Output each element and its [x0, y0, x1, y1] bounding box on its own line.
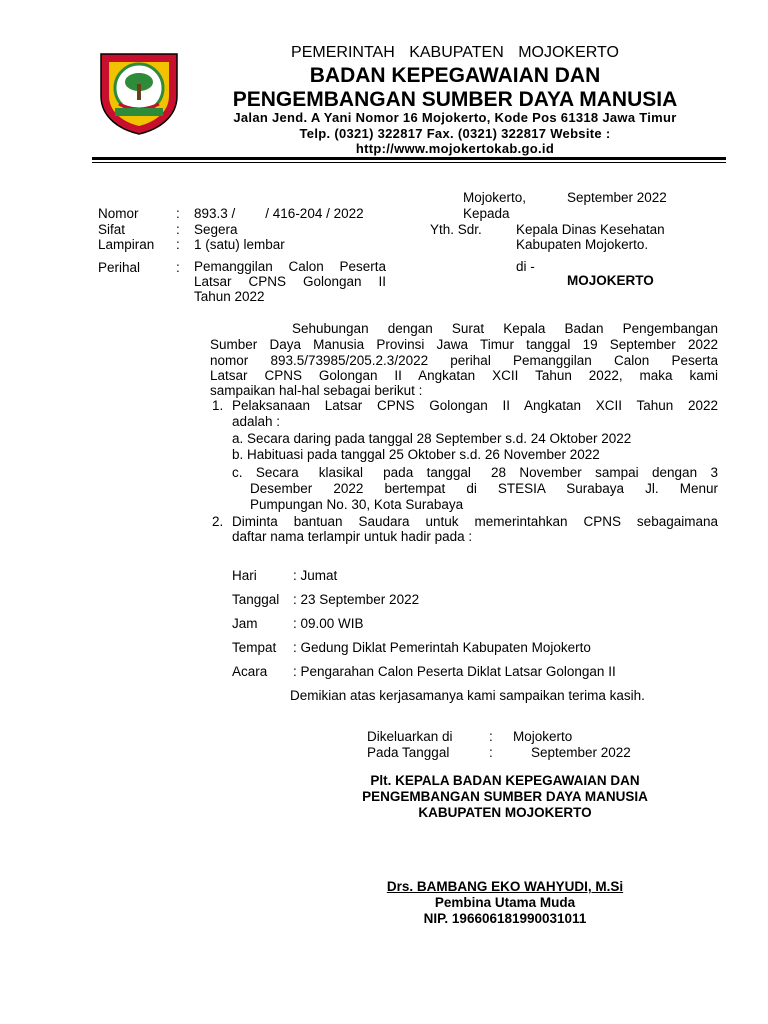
- schedule-value: : 23 September 2022: [293, 592, 420, 607]
- di-label: di -: [516, 259, 535, 274]
- lampiran-label: Lampiran: [98, 237, 155, 252]
- sifat-value: Segera: [194, 222, 238, 237]
- lampiran-value: 1 (satu) lembar: [194, 237, 285, 252]
- issued-place-label: Dikeluarkan di: [367, 729, 453, 744]
- header-government: PEMERINTAH KABUPATEN MOJOKERTO: [291, 44, 619, 61]
- colon: :: [176, 260, 180, 275]
- issued-date-label: Pada Tanggal: [367, 745, 450, 760]
- paragraph-line: nomor 893.5/73985/205.2.3/2022 perihal Pemanggilan Calon Peserta: [210, 353, 718, 368]
- perihal-line1: Pemanggilan Calon Peserta: [194, 259, 386, 274]
- header-contact: Telp. (0321) 322817 Fax. (0321) 322817 Website :: [299, 126, 611, 141]
- list-number: 1.: [212, 398, 224, 413]
- sub-item-c-line: Desember 2022 bertempat di STESIA Surabaya Jl. Menur: [250, 481, 718, 496]
- colon: :: [176, 237, 180, 252]
- paragraph-line: sampaikan hal-hal sebagai berikut :: [210, 383, 423, 398]
- header-rule-thick: [92, 157, 726, 160]
- colon: :: [176, 206, 180, 221]
- kepada-label: Kepada: [463, 206, 510, 221]
- recipient-line2: Kabupaten Mojokerto.: [516, 237, 649, 252]
- schedule-label: Jam: [232, 616, 258, 631]
- schedule-value: : Jumat: [293, 568, 338, 583]
- yth-label: Yth. Sdr.: [430, 222, 482, 237]
- place-city: Mojokerto,: [463, 190, 527, 205]
- place-date: September 2022: [567, 190, 667, 205]
- signatory-nip: NIP. 196606181990031011: [423, 911, 587, 926]
- sub-item-a: a. Secara daring pada tanggal 28 September s.d. 24 Oktober 2022: [232, 431, 632, 446]
- header-agency-line1: BADAN KEPEGAWAIAN DAN: [309, 64, 601, 87]
- header-address: Jalan Jend. A Yani Nomor 16 Mojokerto, Kode Pos 61318 Jawa Timur: [233, 110, 677, 125]
- schedule-label: Tempat: [232, 640, 277, 655]
- perihal-label: Perihal: [98, 260, 141, 275]
- header-rule-thin: [92, 162, 726, 163]
- signatory-rank: Pembina Utama Muda: [434, 895, 576, 910]
- perihal-line2: Latsar CPNS Golongan II: [194, 274, 386, 289]
- perihal-line3: Tahun 2022: [194, 289, 265, 304]
- list-item-line: daftar nama terlampir untuk hadir pada :: [232, 529, 473, 544]
- nomor-label: Nomor: [98, 206, 139, 221]
- list-number: 2.: [212, 514, 224, 529]
- schedule-label: Acara: [232, 664, 268, 679]
- colon: :: [176, 222, 180, 237]
- sub-item-b: b. Habituasi pada tanggal 25 Oktober s.d. 26 November 2022: [232, 447, 600, 462]
- sub-item-c-line: c. Secara klasikal pada tanggal 28 November sampai dengan 3: [232, 465, 718, 480]
- signatory-name: Drs. BAMBANG EKO WAHYUDI, M.Si: [386, 879, 624, 894]
- issued-place-value: Mojokerto: [513, 729, 573, 744]
- sifat-label: Sifat: [98, 222, 126, 237]
- paragraph-line: Latsar CPNS Golongan II Angkatan XCII Tahun 2022, maka kami: [210, 368, 718, 383]
- closing-sentence: Demikian atas kerjasamanya kami sampaikan terima kasih.: [290, 688, 645, 703]
- schedule-value: : Gedung Diklat Pemerintah Kabupaten Mojokerto: [293, 640, 591, 655]
- issued-date-value: September 2022: [531, 745, 631, 760]
- schedule-value: : 09.00 WIB: [293, 616, 364, 631]
- schedule-label: Tanggal: [232, 592, 280, 607]
- sub-item-c-line: Pumpungan No. 30, Kota Surabaya: [250, 497, 464, 512]
- header-website[interactable]: http://www.mojokertokab.go.id: [355, 141, 555, 156]
- colon: :: [489, 729, 493, 744]
- recipient-city: MOJOKERTO: [567, 273, 654, 288]
- signatory-title-line1: Plt. KEPALA BADAN KEPEGAWAIAN DAN: [370, 773, 640, 788]
- signatory-title-line3: KABUPATEN MOJOKERTO: [418, 805, 592, 820]
- header-agency-line2: PENGEMBANGAN SUMBER DAYA MANUSIA: [232, 88, 678, 111]
- regency-logo: [93, 44, 185, 136]
- list-item-line: Pelaksanaan Latsar CPNS Golongan II Angkatan XCII Tahun 2022: [232, 398, 718, 413]
- schedule-value: : Pengarahan Calon Peserta Diklat Latsar Golongan II: [293, 664, 616, 679]
- paragraph-line: Sumber Daya Manusia Provinsi Jawa Timur tanggal 19 September 2022: [210, 337, 718, 352]
- paragraph-line: Sehubungan dengan Surat Kepala Badan Pengembangan: [292, 321, 718, 336]
- schedule-label: Hari: [232, 568, 257, 583]
- list-item-line: Diminta bantuan Saudara untuk memerintahkan CPNS sebagaimana: [232, 514, 718, 529]
- recipient-line1: Kepala Dinas Kesehatan: [516, 222, 665, 237]
- nomor-value: 893.3 / / 416-204 / 2022: [194, 206, 364, 221]
- colon: :: [489, 745, 493, 760]
- list-item-line: adalah :: [232, 414, 281, 429]
- signatory-title-line2: PENGEMBANGAN SUMBER DAYA MANUSIA: [362, 789, 648, 804]
